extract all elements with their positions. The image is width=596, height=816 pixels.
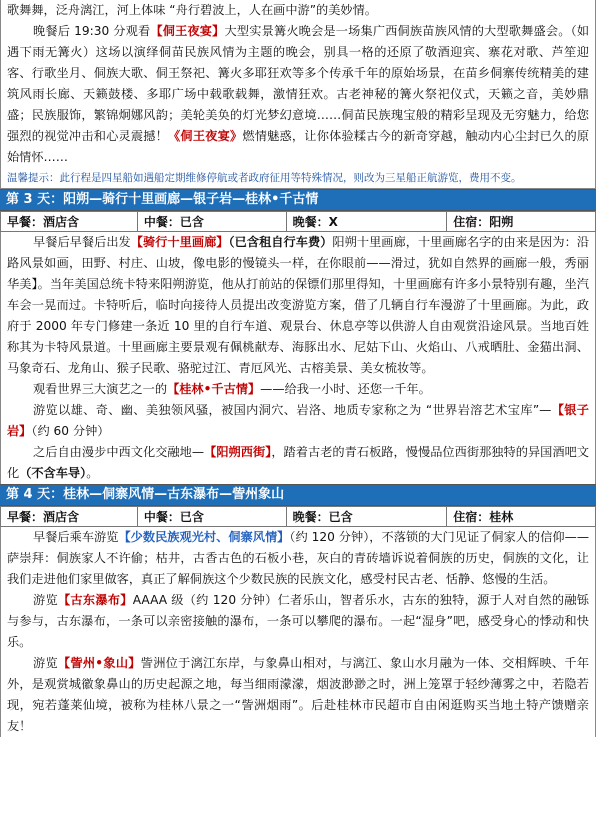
day3-p4-text: 之后自由漫步中西文化交融地— <box>33 445 205 459</box>
day4-p2-text: 游览 <box>33 593 58 607</box>
day3-breakfast: 早餐：酒店含 <box>1 212 138 232</box>
day3-p3-highlight: 【银子岩】 <box>7 403 589 438</box>
day4-p3-text: 游览 <box>33 656 58 670</box>
day3-p1-text-2: 阳朔十里画廊，十里画廊名字的由来是因为：沿路风景如画，田野、村庄、山坡，像电影的慢镜头一样，在你眼前——滑过，犹如自然界的画廊一般，秀丽华美】。当年美国总统卡特来阳朔游览，他从打前站的保镖们那里得知，十里画廊有许多小景特别有趣，坐汽车会一晃而过。卡特听后，临时向接待人员提出改变游览方案，借了几辆自行车漫游了十里画廊。为此，政府于 2000 年专门修建一条近 10 里的自行车道、观景台、休息亭等以供游人自由观赏沿途风景。当地百姓称其为卡特风景道。十里画廊主要景观有佩桃献寿、海豚出水、尼姑下山、火焰山、八戒晒肚、金猫出洞、马象奇石、龙角山、猴子民歌、骆驼过江、青厄风光、古榕美景、美女梳妆等。 <box>7 235 590 375</box>
day3-p4-text-3: 。 <box>86 466 99 480</box>
day4-p3-text-2: 訾洲位于漓江东岸，与象鼻山相对，与漓江、象山水月融为一体、交相辉映、千年外，是观赏城徽象鼻山的历史起源之地，每当细雨濛濛，烟波渺渺之时，洲上笼罩于轻纱薄雾之中，若隐若现，宛若蓬莱仙境，被称为桂林八景之一“訾洲烟雨”。后赴桂林市民超市自由闲逛购买当地土特产馈赠亲友！ <box>7 656 590 733</box>
day3-p3-text-2: （约 60 分钟） <box>31 424 110 438</box>
day3-stay: 住宿：阳朔 <box>447 212 596 232</box>
day3-paragraph-1 <box>1 232 595 379</box>
day3-p1-bold: （已含租自行车费） <box>228 235 333 249</box>
evening-text-2: 燃情魅惑，让你体验糅古今的新奇穿越，触动内心尘封已久的原始情怀…… <box>7 129 590 164</box>
day4-paragraph-3 <box>1 653 595 737</box>
day4-p1-text: 早餐后乘车游览 <box>33 530 119 544</box>
day3-p2-text: 观看世界三大演艺之一的 <box>33 382 168 396</box>
day3-header: 第 3 天：阳朔—骑行十里画廊—银子岩—桂林•千古情 <box>0 189 596 211</box>
day3-paragraph-2 <box>1 379 595 400</box>
day4-lunch: 中餐：已含 <box>137 507 286 527</box>
evening-show-highlight-2: 《侗王夜宴》 <box>168 129 243 143</box>
day4-meals-table <box>0 506 596 527</box>
day3-p4-highlight: 【阳朔西街】 <box>204 445 272 459</box>
evening-text: 大型实景篝火晚会是一场集广西侗族苗族风情的大型歌舞盛会。（如遇下雨无篝火）这场以演绎侗苗民族风情为主题的晚会，别具一格的还原了敬酒迎宾、寨花对歌、芦笙迎客、行歌坐月、侗族大歌、侗王祭祀、篝火多耶狂欢等多个传承千年的原始场景，在苗乡侗寨传统精美的建筑风雨长廊、天籁鼓楼、多耶广场中载歌载舞，激情狂欢。古老神秘的篝火祭祀仪式，天籁之音，美妙鼎盛；民族服饰，繁锦炯娜风韵；美轮美奂的灯光梦幻意境……侗苗民族瑰宝般的精彩呈现及无穷魅力，给您强烈的视觉冲击和心灵震撼！ <box>7 24 590 143</box>
day3-p2-text-2: ——给我一小时、还您一千年。 <box>260 382 431 396</box>
day4-body <box>0 527 596 737</box>
day3-paragraph-3 <box>1 400 595 442</box>
day3-p1-text: 早餐后早餐后出发 <box>33 235 131 249</box>
day4-breakfast: 早餐：酒店含 <box>1 507 138 527</box>
day3-dinner: 晚餐：X <box>286 212 447 232</box>
day3-lunch: 中餐：已含 <box>137 212 286 232</box>
evening-intro: 晚餐后 19:30 分观看 <box>33 24 151 38</box>
day3-p4-bold: （不含车导） <box>19 466 87 480</box>
day3-p3-text: 游览以雄、奇、幽、美独领风骚，被国内洞穴、岩洛、地质专家称之为 “世界岩溶艺术宝库”— <box>33 403 552 417</box>
day3-body <box>0 232 596 484</box>
day4-dinner: 晚餐：已含 <box>286 507 447 527</box>
day3-p4-text-2: ，踏着古老的青石板路，慢慢品位西街那独特的异国酒吧文化 <box>7 445 590 480</box>
day4-p3-highlight: 【訾州•象山】 <box>57 656 141 670</box>
day2-evening-paragraph <box>1 21 595 168</box>
day4-header: 第 4 天：桂林—侗寨风情—古东瀑布—訾州象山 <box>0 484 596 506</box>
day4-p1-highlight: 【少数民族观光村、侗寨风情】 <box>118 530 290 544</box>
day4-stay: 住宿：桂林 <box>447 507 596 527</box>
day4-paragraph-1 <box>1 527 595 590</box>
warm-tip-note: 温馨提示：此行程是四星船如遇船定期维修停航或者政府征用等特殊情况，则改为三星船正航游览，费用不变。 <box>1 168 595 189</box>
day2-continuation <box>0 0 596 189</box>
day3-meals-table <box>0 211 596 232</box>
day3-p2-highlight: 【桂林•千古情】 <box>167 382 261 396</box>
evening-show-highlight: 【侗王夜宴】 <box>150 24 225 38</box>
day3-paragraph-4 <box>1 442 595 484</box>
day4-p1-text-2: （约 120 分钟），不落锁的大门见证了侗家人的信仰——萨崇拜：侗族家人不许偷；枯井，古香古色的石板小巷，灰白的青砖墙诉说着侗族的历史，侗族的文化，让我们走进他们家里做客，真正了解侗族这个少数民族的民族文化，感受村民古老、恬静、悠慢的生活。 <box>7 530 590 586</box>
day2-intro-text: 歌舞舞，泛舟漓江，河上体味 “舟行碧波上，人在画中游”的美妙情。 <box>7 3 377 17</box>
day3-p1-highlight: 【骑行十里画廊】 <box>130 235 229 249</box>
day4-paragraph-2 <box>1 590 595 653</box>
day4-p2-highlight: 【古东瀑布】 <box>57 593 133 607</box>
day4-p2-text-2: AAAA 级（约 120 分钟）仁者乐山，智者乐水，古东的独特，源于人对自然的融铄与参与，古东瀑布，一条可以亲密接触的瀑布，一条可以攀爬的瀑布。一起“湿身”吧，感受身心的悸动和快乐。 <box>7 593 589 649</box>
